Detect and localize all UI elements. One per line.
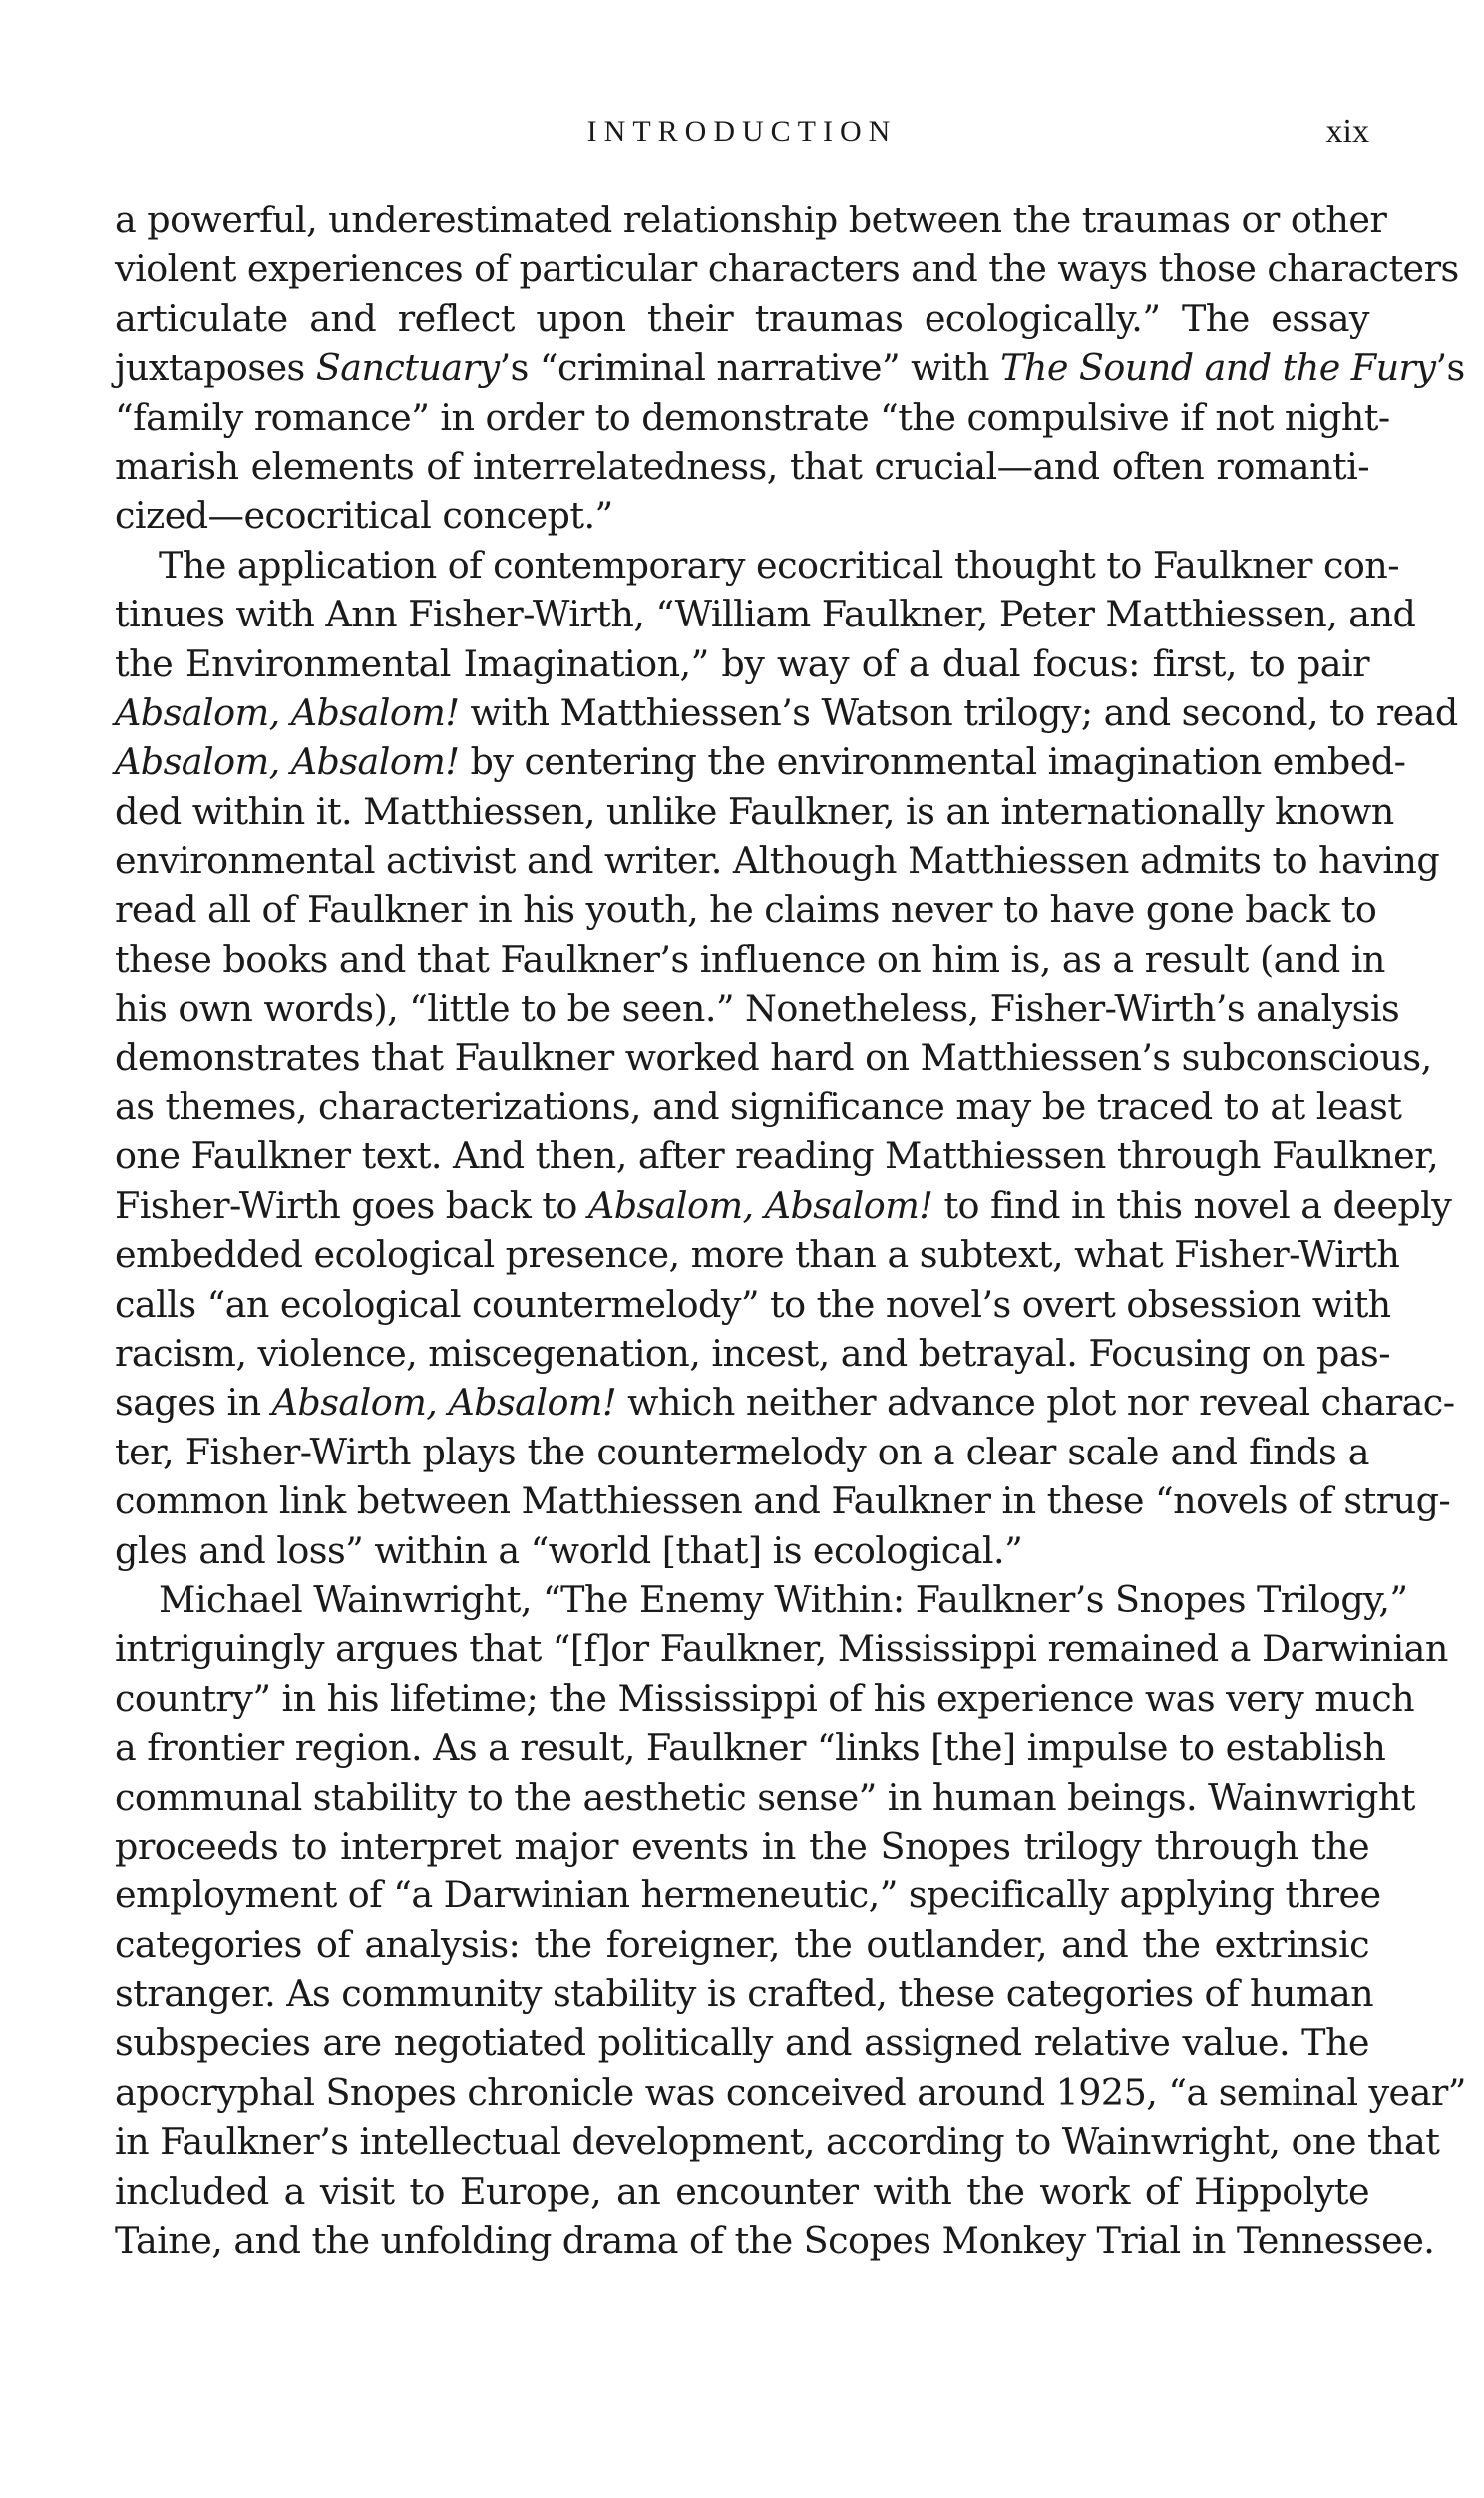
text-line [115,1280,1391,1329]
text-run: cized—ecocritical concept.” [115,494,613,538]
text-run: subspecies are negotiated politically and assigned relative value. The [115,2021,1369,2065]
text-line [115,688,1458,737]
text-line [115,294,1369,343]
text-run: his own words), “little to be seen.” Nonetheless, Fisher-Wirth’s analysis [115,987,1400,1031]
text-run: the Environmental Imagination,” by way of a dual focus: first, to pair [115,641,1369,685]
text-run: embedded ecological presence, more than a subtext, what Fisher-Wirth [115,1233,1400,1277]
text-line [115,393,1390,442]
italic-title: Absalom, Absalom! [271,1381,617,1425]
text-line [115,1329,1391,1378]
text-run: Michael Wainwright, “The Enemy Within: Faulkner’s Snopes Trilogy,” [159,1577,1408,1621]
text-line [115,1181,1452,1230]
paragraph [115,196,1465,541]
running-title: INTRODUCTION [586,115,898,148]
text-run: tinues with Ann Fisher-Wirth, “William Faulkner, Peter Matthiessen, and [115,593,1416,636]
text-run: proceeds to interpret major events in the Snopes trilogy through the [115,1824,1369,1868]
text-run: ter, Fisher-Wirth plays the countermelody on a clear scale and finds a [115,1430,1369,1473]
text-line [115,1871,1381,1919]
text-line [115,1230,1400,1279]
text-run: communal stability to the aesthetic sense” in human beings. Wainwright [115,1775,1415,1819]
text-run: apocryphal Snopes chronicle was conceived around 1925, “a seminal year” [115,2070,1466,2114]
text-line [115,885,1377,934]
text-run: ’s [1435,346,1465,390]
text-line [115,2216,1435,2265]
text-line [115,343,1465,392]
text-run: read all of Faulkner in his youth, he claims never to have gone back to [115,888,1377,932]
text-run: stranger. As community stability is crafted, these categories of human [115,1972,1374,2016]
text-line [115,737,1406,786]
text-line [115,836,1440,885]
text-line [115,935,1385,984]
text-line [115,2117,1440,2166]
text-line [115,1674,1415,1723]
text-line [115,1773,1415,1822]
text-run: environmental activist and writer. Although Matthiessen admits to having [115,839,1440,883]
running-head [115,112,1369,152]
text-run: with Matthiessen’s Watson trilogy; and second, to read [459,690,1458,734]
text-line [115,787,1394,836]
text-line [115,491,1369,540]
text-run: ded within it. Matthiessen, unlike Faulkner, is an internationally known [115,789,1394,833]
text-run: Taine, and the unfolding drama of the Scopes Monkey Trial in Tennessee. [115,2219,1435,2263]
italic-title: Absalom, Absalom! [115,740,460,784]
text-run: these books and that Faulkner’s influence on him is, as a result (and in [115,937,1385,981]
text-line [115,2167,1369,2216]
text-run: included a visit to Europe, an encounter with the work of Hippolyte [115,2169,1369,2213]
italic-title: Absalom, Absalom! [587,1183,933,1227]
text-line [115,1575,1408,1624]
paragraph [115,1575,1466,2265]
text-run: country” in his lifetime; the Mississippi of his experience was very much [115,1676,1415,1720]
text-run: calls “an ecological countermelody” to the novel’s overt obsession with [115,1282,1391,1326]
text-line [115,2068,1466,2117]
text-run: marish elements of interrelatedness, that crucial—and often romanti- [115,444,1369,488]
text-run: which neither advance plot nor reveal charac- [616,1381,1455,1425]
text-line [115,1378,1455,1427]
text-run: intriguingly argues that “[f]or Faulkner, Mississippi remained a Darwinian [115,1627,1448,1671]
text-line [115,1428,1369,1476]
text-run: racism, violence, miscegenation, incest, and betrayal. Focusing on pas- [115,1331,1391,1375]
body-text [115,196,1466,2265]
text-line [115,442,1369,491]
text-run: ’s “criminal narrative” with [499,346,1001,390]
paragraph [115,541,1458,1575]
text-line [115,1920,1369,1969]
text-line [115,1034,1432,1082]
text-run: in Faulkner’s intellectual development, according to Wainwright, one that [115,2120,1440,2164]
text-line [115,1526,1369,1575]
text-run: juxtaposes [115,346,316,390]
text-line [115,984,1400,1033]
text-run: a frontier region. As a result, Faulkner “links [the] impulse to establish [115,1726,1386,1770]
text-line [115,2018,1369,2067]
italic-title: Sanctuary [315,346,500,390]
page-number: xix [1325,113,1369,150]
text-run: articulate and reflect upon their traumas ecologically.” The essay [115,296,1369,340]
text-run: employment of “a Darwinian hermeneutic,” specifically applying three [115,1874,1381,1917]
text-run: common link between Matthiessen and Faulkner in these “novels of strug- [115,1479,1451,1523]
text-line [115,196,1387,244]
text-line [115,1476,1451,1525]
text-run: as themes, characterizations, and significance may be traced to at least [115,1085,1402,1129]
text-line [115,1969,1374,2018]
text-line [115,590,1416,638]
text-line [115,1624,1448,1673]
text-run: The application of contemporary ecocritical thought to Faulkner con- [159,543,1400,587]
text-line [115,1723,1386,1772]
text-line [115,1082,1402,1131]
text-run: violent experiences of particular characters and the ways those characters [115,247,1459,291]
text-run: Fisher-Wirth goes back to [115,1183,588,1227]
text-run: sages in [115,1381,272,1425]
text-line [115,639,1369,688]
text-line [115,1131,1439,1180]
text-run: to find in this novel a deeply [932,1183,1452,1227]
text-run: gles and loss” within a “world [that] is ecological.” [115,1528,1023,1572]
text-run: “family romance” in order to demonstrate “the compulsive if not night- [115,395,1390,439]
text-run: categories of analysis: the foreigner, the outlander, and the extrinsic [115,1922,1369,1966]
italic-title: Absalom, Absalom! [115,690,460,734]
text-line [115,541,1400,590]
text-line [115,1822,1369,1871]
italic-title: The Sound and the Fury [1000,346,1436,390]
text-run: a powerful, underestimated relationship between the traumas or other [115,199,1387,241]
text-line [115,244,1459,293]
text-run: demonstrates that Faulkner worked hard on Matthiessen’s subconscious, [115,1036,1432,1079]
text-run: one Faulkner text. And then, after reading Matthiessen through Faulkner, [115,1134,1439,1178]
text-run: by centering the environmental imagination embed- [459,740,1406,784]
